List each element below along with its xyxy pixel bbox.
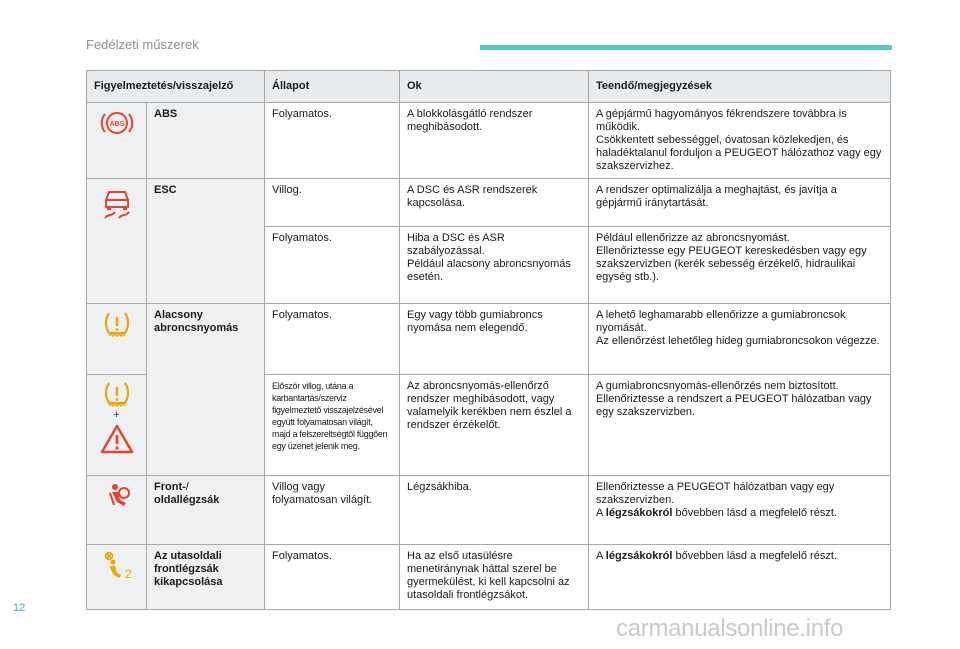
state-cell: Folyamatos.: [265, 227, 400, 304]
name-part: oldallégzsák: [154, 494, 220, 506]
action-text: A: [596, 550, 606, 562]
airbag-icon: [102, 481, 132, 511]
table-row: [87, 545, 891, 610]
name-part: Front-: [154, 481, 186, 493]
tyre-pressure-icon: [101, 380, 133, 408]
svg-text:ABS: ABS: [109, 121, 124, 128]
cause-cell: Egy vagy több gumiabroncs nyomása nem elegendő.: [400, 304, 589, 375]
airbag-reference: légzsákokról: [605, 507, 673, 519]
table-row: [87, 103, 891, 179]
warning-lights-table: [86, 70, 891, 610]
name-separator: /: [185, 481, 189, 493]
action-cell: A gépjármű hagyományos fékrendszere továbbra is működik. Csökkentett sebességgel, óvatosan közlekedjen, és haladéktalanul forduljon a PEUGEOT hálózathoz vagy egy szakszervizhez.: [589, 103, 891, 179]
warning-name: Alacsony abroncsnyomás: [147, 304, 265, 476]
action-text: Ellenőriztesse a PEUGEOT hálózatban vagy egy szakszervizben.: [596, 481, 835, 506]
tyre-pressure-icon: [101, 309, 133, 339]
table-header-row: [87, 71, 891, 103]
state-cell: Folyamatos.: [265, 545, 400, 610]
cause-cell: A DSC és ASR rendszerek kapcsolása.: [400, 179, 589, 227]
column-header-state: Állapot: [265, 71, 400, 103]
icon-cell: [87, 375, 147, 476]
action-cell: A gumiabroncsnyomás-ellenőrzés nem biztosított. Ellenőriztesse a rendszert a PEUGEOT hálózatban vagy egy szakszervizben.: [589, 375, 891, 476]
warning-name: [147, 476, 265, 545]
esc-skid-icon: [100, 184, 134, 220]
column-header-warning: Figyelmeztetés/visszajelző: [87, 71, 265, 103]
action-cell: Például ellenőrizze az abroncsnyomást. Ellenőriztesse egy PEUGEOT kereskedésben vagy egy szakszervizben (kerék sebesség érzékelő, hidraulikai egység stb.).: [589, 227, 891, 304]
action-cell: [589, 476, 891, 545]
action-text: bővebben lásd a megfelelő részt.: [672, 507, 837, 519]
action-cell: A rendszer optimalizálja a meghajtást, és javítja a gépjármű iránytartását.: [589, 179, 891, 227]
cause-cell: A blokkolásgátló rendszer meghibásodott.: [400, 103, 589, 179]
passenger-airbag-off-icon: [101, 550, 133, 582]
cause-cell: Légzsákhiba.: [400, 476, 589, 545]
action-cell: A lehető leghamarabb ellenőrizze a gumiabroncsok nyomását. Az ellenőrzést lehetőleg hideg gumiabroncsokon végezze.: [589, 304, 891, 375]
page-header-title: Fedélzeti műszerek: [86, 37, 199, 52]
action-text: A: [596, 507, 606, 519]
table-row: [87, 476, 891, 545]
warning-name: Az utasoldali frontlégzsák kikapcsolása: [147, 545, 265, 610]
state-cell: Villog vagy folyamatosan világít.: [265, 476, 400, 545]
cause-cell: Az abroncsnyomás-ellenőrző rendszer meghibásodott, vagy valamelyik kerékben nem észlel a rendszer érzékelőt.: [400, 375, 589, 476]
warning-name: ABS: [147, 103, 265, 179]
action-cell: [589, 545, 891, 610]
plus-sign: +: [113, 409, 120, 421]
header-accent-bar: [480, 45, 892, 50]
warning-triangle-icon: [99, 423, 135, 455]
column-header-action: Teendő/megjegyzések: [589, 71, 891, 103]
icon-cell: [87, 179, 147, 304]
watermark: carmanualsonline.info: [616, 615, 844, 642]
airbag-reference: légzsákokról: [605, 550, 673, 562]
icon-cell: [87, 476, 147, 545]
cause-cell: Hiba a DSC és ASR szabályozással. Például alacsony abroncsnyomás esetén.: [400, 227, 589, 304]
state-cell: Folyamatos.: [265, 103, 400, 179]
svg-text:2: 2: [124, 567, 132, 581]
icon-cell: [87, 304, 147, 375]
cause-cell: Ha az első utasülésre menetiránynak háttal szerel be gyermekülést, ki kell kapcsolni az utasoldali frontlégzsákot.: [400, 545, 589, 610]
icon-cell: [87, 103, 147, 179]
abs-warning-icon: [99, 108, 135, 138]
table-row: [87, 304, 891, 375]
page-number: 12: [13, 602, 26, 614]
table-row: [87, 179, 891, 227]
warning-name: ESC: [147, 179, 265, 304]
icon-cell: [87, 545, 147, 610]
column-header-cause: Ok: [400, 71, 589, 103]
state-cell: Először villog, utána a karbantartás/szerviz figyelmeztető visszajelzésével együtt folyamatosan világít, majd a felszereltségtől függően egy üzenet jelenik meg.: [265, 375, 400, 476]
action-text: bővebben lásd a megfelelő részt.: [672, 550, 837, 562]
state-cell: Folyamatos.: [265, 304, 400, 375]
state-cell: Villog.: [265, 179, 400, 227]
